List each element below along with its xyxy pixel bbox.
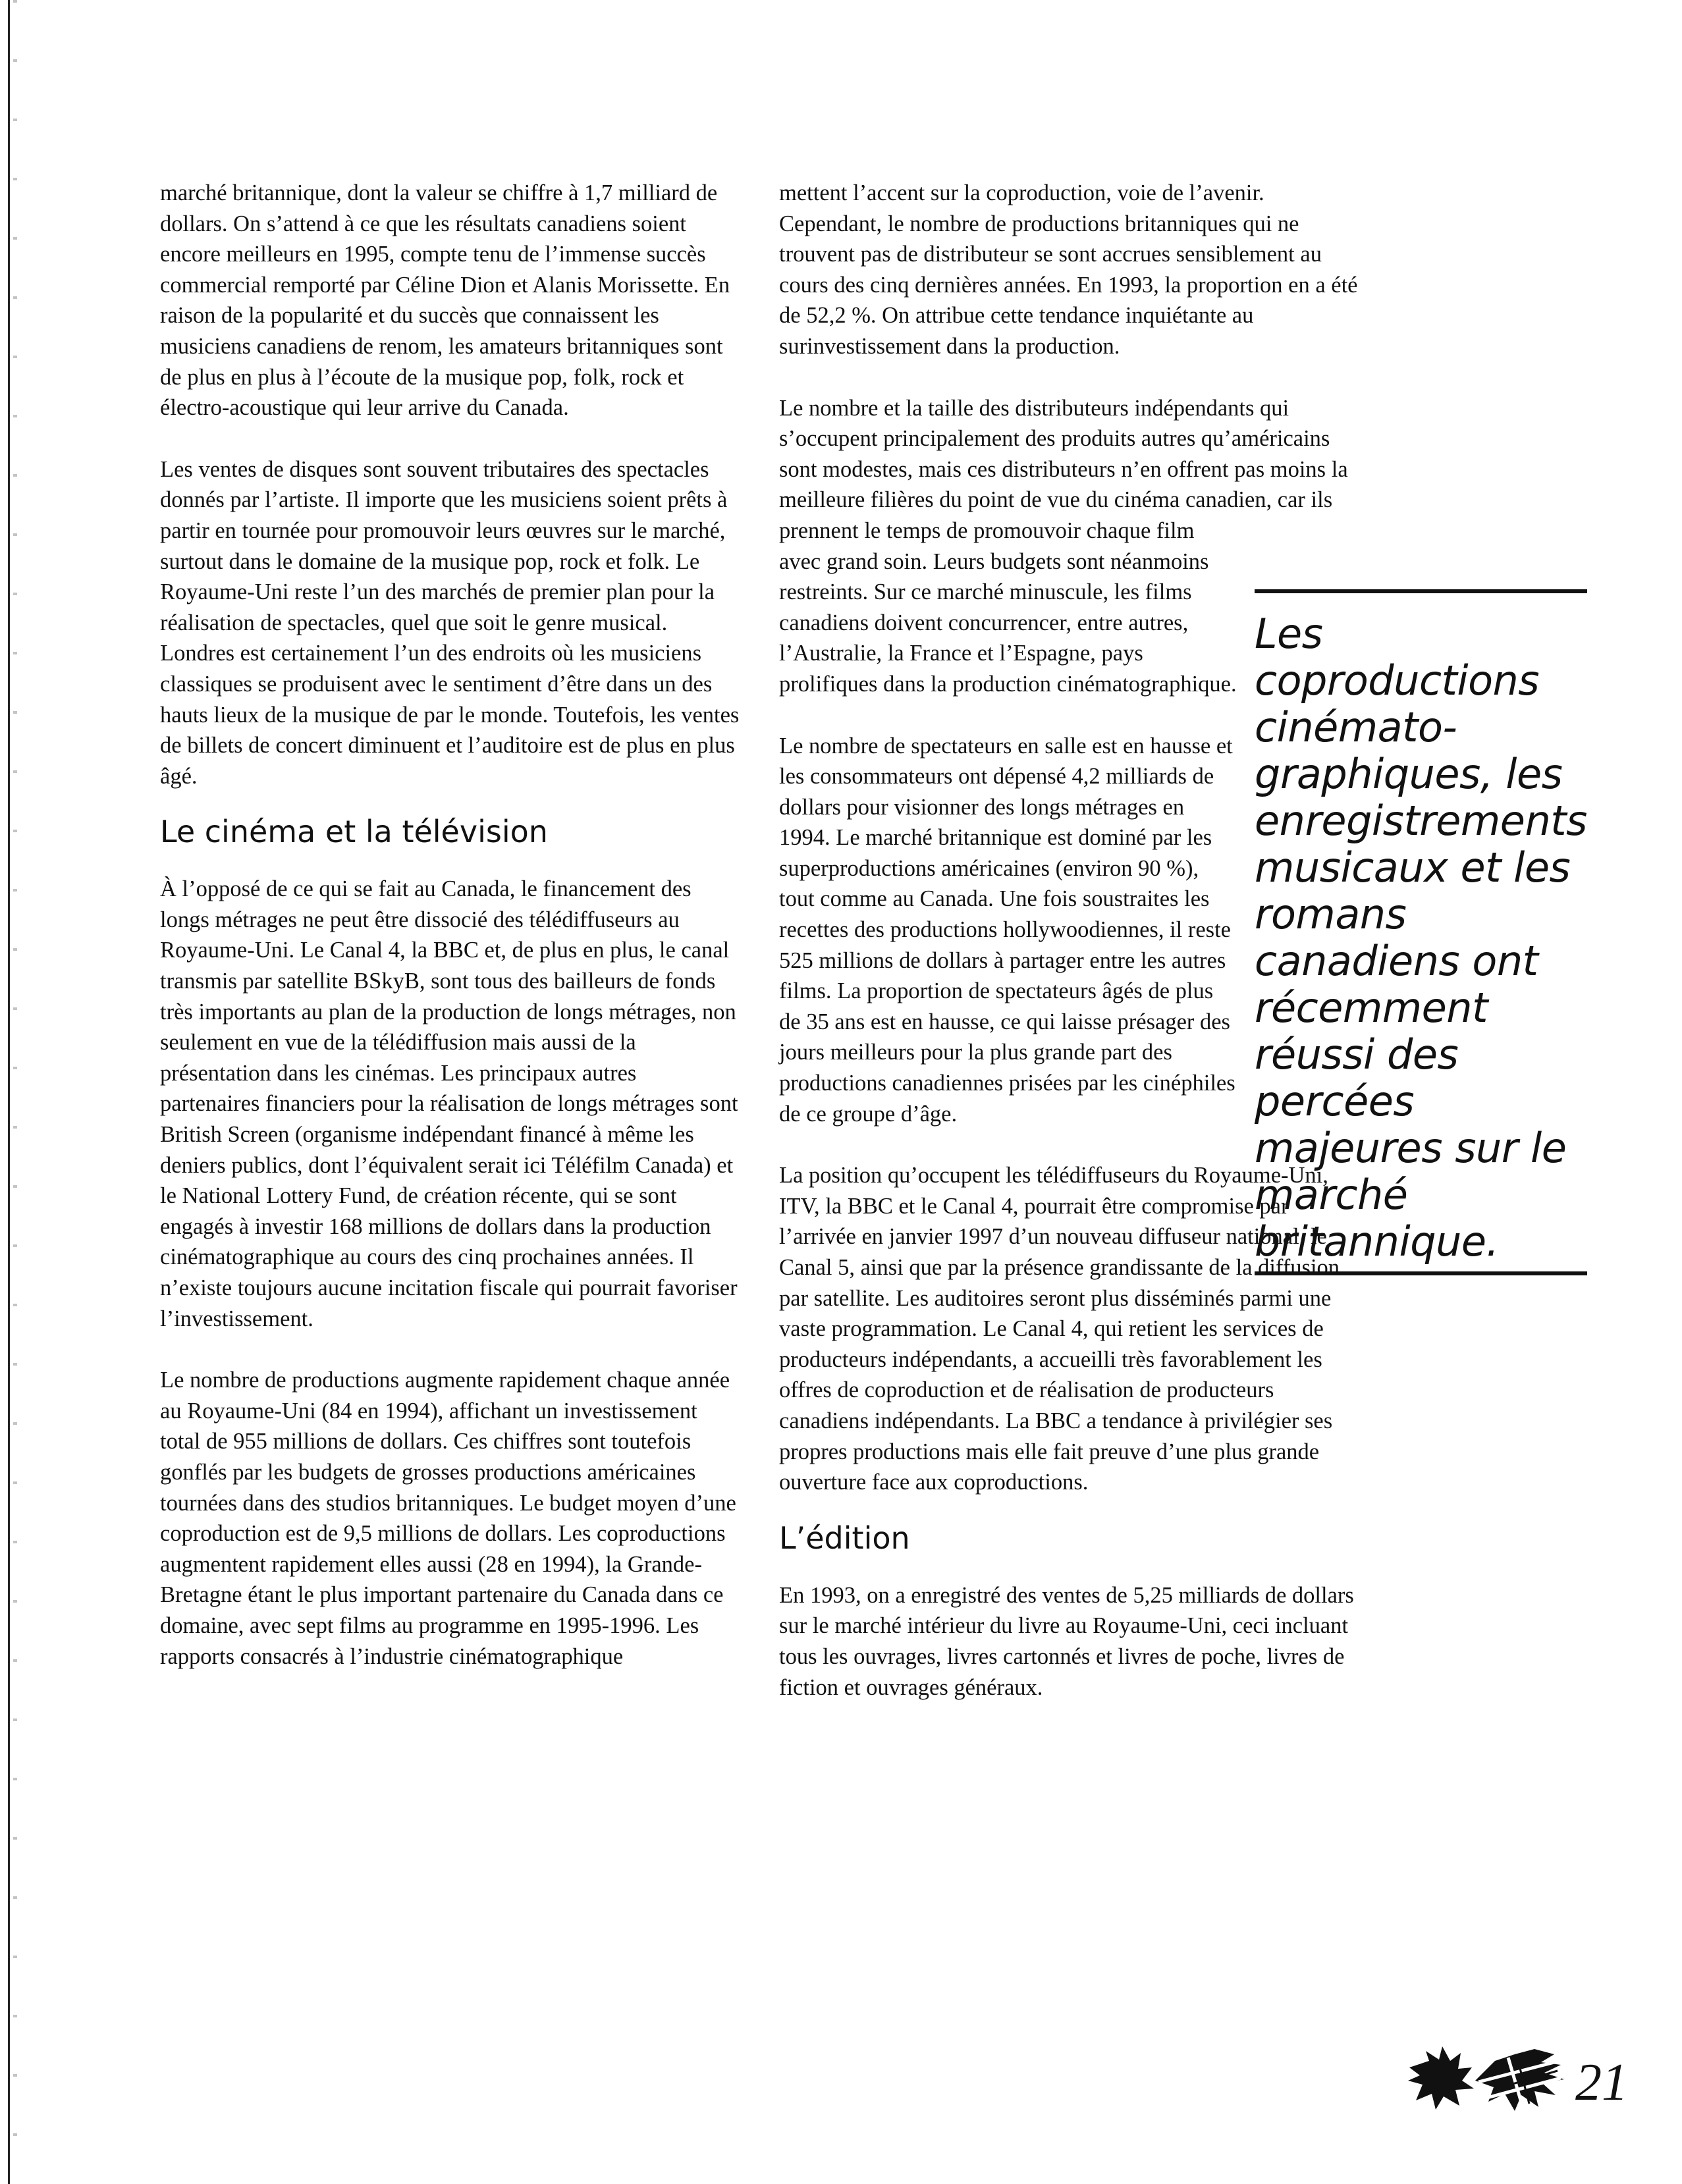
paragraph-distributors-wrap: prennent le temps de promouvoir chaque film avec grand soin. Leurs budgets sont néanmoins restreints. Sur ce marché minuscule, les films canadiens doivent concurrencer, entre autres, l’Australie, la France et l’Espagne, pays prolifiques dans la production cinématographique. <box>779 518 1237 697</box>
paragraph-coproduction: mettent l’accent sur la coproduction, voie de l’avenir. Cependant, le nombre de productions britanniques qui ne trouvent pas de distributeur se sont accrues sensiblement au cours des cinq dernières années. En 1993, la proportion en a été de 52,2 %. On attribue cette tendance inquiétante au surinvestissement dans la production. <box>779 180 1358 359</box>
paragraph-book-sales: En 1993, on a enregistré des ventes de 5,25 milliards de dollars sur le marché intérieur du livre au Royaume-Uni, ceci incluant tous les ouvrages, livres cartonnés et livres de poche, livres de fiction et ouvrages généraux. <box>779 1582 1354 1700</box>
maple-leaf-union-jack-emblem-icon <box>1403 2041 1567 2120</box>
section-heading-cinema: Le cinéma et la télévision <box>160 814 548 850</box>
paragraph-spectators: Le nombre de spectateurs en salle est en hausse et les consommateurs ont dépensé 4,2 milliards de dollars pour visionner des longs métrages en 1994. Le marché britannique est dominé par les superproductions américaines (environ 90 %), tout comme au Canada. Une fois soustraites les recettes des productions hollywoodiennes, il reste 525 millions de dollars à partager entre les autres films. La proportion de spectateurs âgés de plus de 35 ans est en hausse, ce qui laisse présager des jours meilleurs pour la plus grande part des productions canadiennes prisées par les cinéphiles de ce groupe d’âge. <box>779 733 1235 1127</box>
left-column <box>160 178 740 1703</box>
paragraph-productions: Le nombre de productions augmente rapidement chaque année au Royaume-Uni (84 en 1994), affichant un investissement total de 955 millions de dollars. Ces chiffres sont toutefois gonflés par les budgets de grosses productions américaines tournées dans des studios britanniques. Le budget moyen d’une coproduction est de 9,5 millions de dollars. Les coproductions augmentent rapidement elles aussi (28 en 1994), la Grande-Bretagne étant le plus important partenaire du Canada dans ce domaine, avec sept films au programme en 1995-1996. Les rapports consacrés à l’industrie cinématographique <box>160 1368 736 1669</box>
page-binding-edge <box>0 0 10 2184</box>
paragraph-distributors-full: Le nombre et la taille des distributeurs indépendants qui s’occupent principalement des produits autres qu’américains sont modestes, mais ces distributeurs n’en offrent pas moins la meilleure filières du point de vue du cinéma canadien, car ils <box>779 395 1348 513</box>
pull-quote: Les coproductions cinémato-graphiques, les enregistrements musicaux et les romans canadiens ont récemment réussi des percées majeures sur le marché britannique. <box>1255 589 1587 1275</box>
page-number: 21 <box>1575 2054 1628 2112</box>
paragraph-concerts: Les ventes de disques sont souvent tributaires des spectacles donnés par l’artiste. Il importe que les musiciens soient prêts à partir en tournée pour promouvoir leurs œuvres sur le marché, surtout dans le domaine de la musique pop, rock et folk. Le Royaume-Uni reste l’un des marchés de premier plan pour la réalisation de spectacles, quel que soit le genre musical. Londres est certainement l’un des endroits où les musiciens classiques se produisent avec le sentiment d’être dans un des hauts lieux de la musique de par le monde. Toutefois, les ventes de billets de concert diminuent et l’auditoire est de plus en plus âgé. <box>160 456 740 789</box>
paragraph-broadcasters: La position qu’occupent les télédiffuseurs du Royaume-Uni, ITV, la BBC et le Canal 4, pourrait être compromise par l’arrivée en janvier 1997 d’un nouveau diffuseur national, le Canal 5, ainsi que par la présence grandissante de la diffusion par satellite. Les auditoires seront plus disséminés parmi une vaste programmation. Le Canal 4, qui retient les services de producteurs indépendants, a accueilli très favorablement les offres de coproduction et de réalisation de producteurs canadiens indépendants. La BBC a tendance à privilégier ses propres productions mais elle fait preuve d’une plus grande ouverture face aux coproductions. <box>779 1163 1340 1495</box>
page-footer <box>1403 2041 1627 2120</box>
paragraph-music-market: marché britannique, dont la valeur se chiffre à 1,7 milliard de dollars. On s’attend à ce que les résultats canadiens soient encore meilleurs en 1995, compte tenu de l’immense succès commercial remporté par Céline Dion et Alanis Morissette. En raison de la popularité et du succès que connaissent les musiciens canadiens de renom, les amateurs britanniques sont de plus en plus à l’écoute de la musique pop, folk, rock et électro-acoustique qui leur arrive du Canada. <box>160 180 730 421</box>
section-heading-publishing: L’édition <box>779 1520 910 1556</box>
binding-holes <box>13 0 17 2184</box>
paragraph-film-financing: À l’opposé de ce qui se fait au Canada, le financement des longs métrages ne peut être dissocié des télédiffuseurs au Royaume-Uni. Le Canal 4, la BBC et, de plus en plus, le canal transmis par satellite BSkyB, sont tous des bailleurs de fonds très importants au plan de la production de longs métrages, non seulement en vue de la télédiffusion mais aussi de la présentation dans les cinémas. Les principaux autres partenaires financiers pour la réalisation de longs métrages sont British Screen (organisme indépendant financé à même les deniers publics, dont l’équivalent serait ici Téléfilm Canada) et le National Lottery Fund, de création récente, qui se sont engagés à investir 168 millions de dollars dans la production cinématographique au cours des cinq prochaines années. Il n’existe toujours aucune incitation fiscale qui pourrait favoriser l’investissement. <box>160 876 738 1331</box>
